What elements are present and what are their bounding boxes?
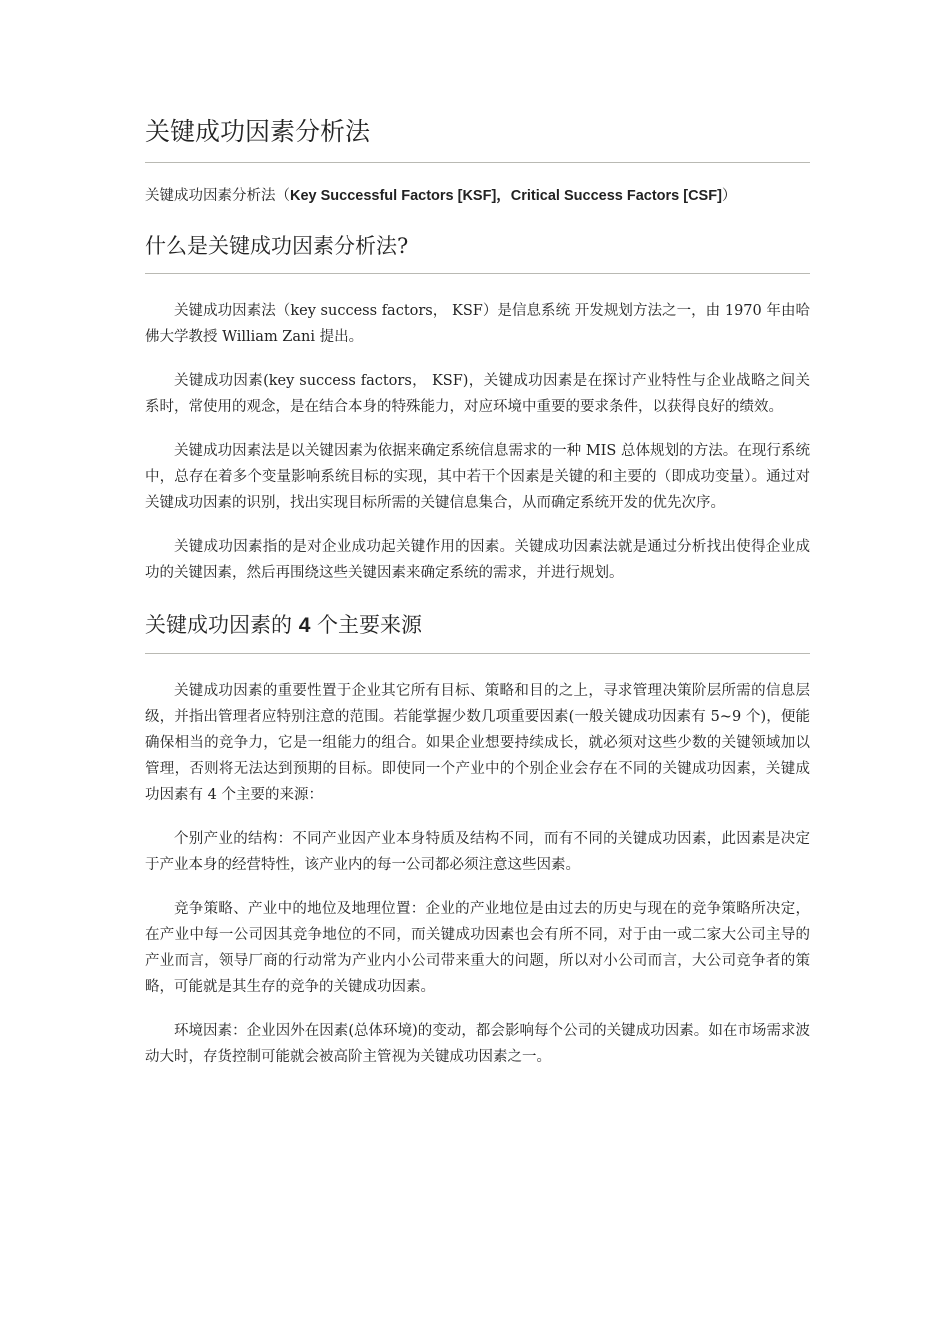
paragraph: 关键成功因素指的是对企业成功起关键作用的因素。关键成功因素法就是通过分析找出使得企业成功的关键因素，然后再围绕这些关键因素来确定系统的需求，并进行规划。	[145, 539, 810, 581]
paragraph: 关键成功因素法（key success factors， KSF）是信息系统 开发规划方法之一，由 1970 年由哈佛大学教授 William Zani 提出。	[145, 303, 810, 345]
paragraph: 竞争策略、产业中的地位及地理位置：企业的产业地位是由过去的历史与现在的竞争策略所决定，在产业中每一公司因其竞争地位的不同，而关键成功因素也会有所不同，对于由一或二家大公司主导的产业而言，领导厂商的行动常为产业内小公司带来重大的问题，所以对小公司而言，大公司竞争者的策略，可能就是其生存的竞争的关键成功因素。	[145, 901, 810, 995]
document-body	[145, 112, 810, 1070]
subtitle-prefix: 关键成功因素分析法（	[145, 188, 290, 204]
paragraph: 关键成功因素的重要性置于企业其它所有目标、策略和目的之上，寻求管理决策阶层所需的信息层级，并指出管理者应特别注意的范围。若能掌握少数几项重要因素(一般关键成功因素有 5~9 个)，便能确保相当的竞争力，它是一组能力的组合。如果企业想要持续成长，就必须对这些少数的关键领域加以管理，否则将无法达到预期的目标。即使同一个产业中的个别企业会存在不同的关键成功因素，关键成功因素有 4 个主要的来源：	[145, 683, 810, 803]
subtitle	[145, 185, 810, 207]
document-title: 关键成功因素分析法	[145, 117, 371, 146]
heading-text: 个主要来源	[310, 613, 423, 637]
section-divider	[145, 273, 810, 274]
section-divider	[145, 653, 810, 654]
heading-number: 4	[298, 614, 311, 637]
subtitle-suffix: ）	[721, 188, 737, 204]
paragraph: 关键成功因素(key success factors， KSF)，关键成功因素是在探讨产业特性与企业战略之间关系时，常使用的观念，是在结合本身的特殊能力，对应环境中重要的要求条件，以获得良好的绩效。	[145, 373, 810, 415]
paragraph: 环境因素：企业因外在因素(总体环境)的变动，都会影响每个公司的关键成功因素。如在市场需求波动大时，存货控制可能就会被高阶主管视为关键成功因素之一。	[145, 1023, 810, 1065]
section-heading-four-sources	[145, 608, 810, 653]
section-heading-what-is: 什么是关键成功因素分析法?	[145, 234, 409, 258]
subtitle-english-terms: Key Successful Factors [KSF]，Critical Success Factors [CSF]	[290, 188, 722, 204]
paragraph: 个别产业的结构：不同产业因产业本身特质及结构不同，而有不同的关键成功因素，此因素是决定于产业本身的经营特性，该产业内的每一公司都必须注意这些因素。	[145, 831, 810, 873]
heading-text: 关键成功因素的	[145, 613, 299, 637]
title-divider	[145, 162, 810, 163]
paragraph: 关键成功因素法是以关键因素为依据来确定系统信息需求的一种 MIS 总体规划的方法。在现行系统中，总存在着多个变量影响系统目标的实现，其中若干个因素是关键的和主要的（即成功变量）。通过对关键成功因素的识别，找出实现目标所需的关键信息集合，从而确定系统开发的优先次序。	[145, 443, 810, 511]
